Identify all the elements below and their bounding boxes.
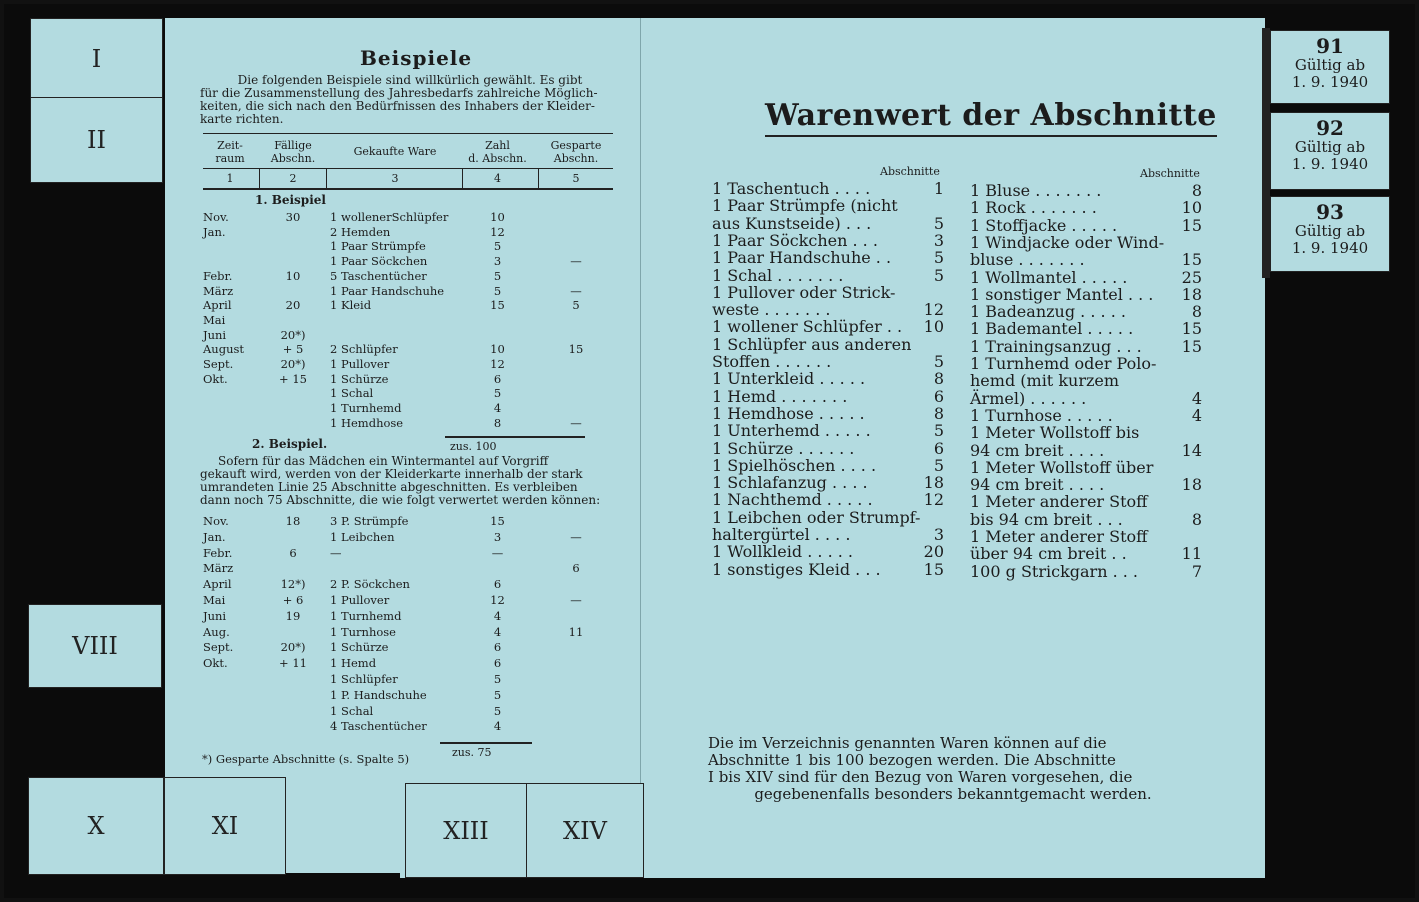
row-ware: 1 Leibchen <box>330 529 395 544</box>
ware-name: 1 Spielhöschen . . . . <box>712 455 877 475</box>
row-month: August <box>203 342 245 357</box>
ware-name: 1 Schal . . . . . . . <box>712 265 844 285</box>
ware-name: Stoffen . . . . . . <box>712 352 832 371</box>
col-head-zahl <box>460 140 535 165</box>
row-count: 5 <box>493 239 502 254</box>
ware-value: 15 <box>1181 336 1202 356</box>
ware-name: 94 cm breit . . . . <box>970 440 1105 460</box>
col-head-zeitraum <box>203 140 257 165</box>
ware-value: 20 <box>923 542 944 562</box>
row-ware: 1 Paar Handschuhe <box>330 283 445 298</box>
row-due: 12*) <box>280 577 306 592</box>
ware-name: 1 Badeanzug . . . . . <box>970 302 1126 322</box>
row-due: 20*) <box>280 640 306 655</box>
row-saved: 6 <box>572 561 580 576</box>
row-saved: — <box>570 254 582 269</box>
ware-name: 1 Schlafanzug . . . . <box>712 473 868 493</box>
note-line: Abschnitte 1 bis 100 bezogen werden. Die Abschnitte <box>708 751 1116 769</box>
coupon-number: 92 <box>1316 116 1344 140</box>
row-due: + 6 <box>282 593 304 607</box>
row-month: Nov. <box>203 210 229 224</box>
row-count: 4 <box>493 608 502 623</box>
ware-name: 1 Schürze . . . . . . <box>712 438 855 458</box>
row-count: 5 <box>493 386 502 401</box>
example2-text <box>200 455 620 507</box>
ware-name: 94 cm breit . . . . <box>970 475 1105 495</box>
row-count: 6 <box>493 577 502 592</box>
col-number: 5 <box>572 172 580 185</box>
example1-total-rule <box>445 436 585 438</box>
note-line: I bis XIV sind für den Bezug von Waren vorgesehen, die <box>708 768 1133 786</box>
intro-line: keiten, die sich nach den Bedürfnissen des Inhabers der Kleider- <box>200 99 595 113</box>
ware-value: 8 <box>1191 509 1202 529</box>
row-ware: 1 Schlüpfer <box>330 672 398 686</box>
row-ware: 1 Schal <box>330 703 374 718</box>
examples-title: Beispiele <box>360 46 473 70</box>
row-ware: 1 Pullover <box>330 593 390 607</box>
warenwert-note <box>708 735 1198 803</box>
ware-name: 1 sonstiger Mantel . . . <box>970 284 1154 304</box>
row-count: 6 <box>493 640 502 655</box>
ware-value: 15 <box>1181 319 1202 339</box>
ware-value: 8 <box>1191 302 1202 322</box>
row-month: Febr. <box>203 268 233 283</box>
ware-name: 1 Meter Wollstoff über <box>970 457 1154 477</box>
col-head-text: d. Abschn. <box>468 151 527 165</box>
ware-value: 3 <box>933 230 944 250</box>
row-count: 6 <box>493 371 502 386</box>
row-count: — <box>491 545 504 560</box>
row-ware: 1 Paar Söckchen <box>330 254 428 269</box>
row-saved: — <box>570 529 582 544</box>
example2-heading: 2. Beispiel. <box>252 437 328 451</box>
example2-line: gekauft wird, werden von der Kleiderkarte innerhalb der stark <box>200 467 583 481</box>
coupon-number: 93 <box>1316 200 1344 224</box>
row-ware: 1 P. Handschuhe <box>330 687 427 702</box>
ware-name: 1 Windjacke oder Wind- <box>970 232 1165 252</box>
row-due: 20*) <box>280 327 306 342</box>
ware-name: 1 Schlüpfer aus anderen <box>712 334 912 354</box>
row-count: 5 <box>493 672 502 686</box>
ware-value: 18 <box>1181 475 1202 495</box>
col-header-right: Abschnitte <box>1140 167 1200 180</box>
ware-name: 1 Trainingsanzug . . . <box>970 336 1142 356</box>
row-count: 8 <box>493 415 502 430</box>
coupon-92 <box>1270 112 1390 190</box>
intro-line: für die Zusammenstellung des Jahresbedarfs zahlreiche Möglich- <box>200 86 598 100</box>
row-saved: 15 <box>568 342 584 357</box>
row-due: 18 <box>285 514 301 528</box>
ware-value: 8 <box>933 403 944 423</box>
ware-name: 1 Meter anderer Stoff <box>970 527 1148 546</box>
ware-name: 1 Pullover oder Strick- <box>712 282 896 302</box>
stub-VIII: VIII <box>28 604 162 688</box>
col-number: 1 <box>226 172 234 185</box>
row-month: März <box>203 561 234 576</box>
ware-value: 15 <box>1181 215 1202 235</box>
stub-XIV: XIV <box>526 783 644 878</box>
row-ware: 1 Schürze <box>330 640 389 655</box>
ware-value: 4 <box>1191 405 1202 425</box>
ware-value: 6 <box>933 386 944 406</box>
ware-name: 1 Stoffjacke . . . . . <box>970 215 1118 235</box>
row-due: + 15 <box>279 371 307 386</box>
ware-value: 3 <box>933 525 944 544</box>
ware-value: 15 <box>923 559 944 579</box>
ware-name: bis 94 cm breit . . . <box>970 509 1123 529</box>
coupon-left-border <box>1262 28 1270 278</box>
row-count: 5 <box>493 268 502 283</box>
example1-heading: 1. Beispiel <box>255 193 326 207</box>
col-number: 3 <box>391 172 399 185</box>
row-count: 10 <box>490 342 505 357</box>
ware-name: 1 Meter Wollstoff bis <box>970 423 1140 443</box>
ware-name: 1 Leibchen oder Strumpf- <box>712 507 921 527</box>
table-head-rule <box>203 168 613 169</box>
col-head-text: raum <box>215 151 245 165</box>
row-count: 3 <box>493 254 502 269</box>
coupon-label: Gültig ab <box>1294 56 1366 74</box>
row-ware: 1 Hemdhose <box>330 415 404 430</box>
ware-name: aus Kunstseide) . . . <box>712 213 872 233</box>
example2-line: Sofern für das Mädchen ein Wintermantel auf Vorgriff <box>218 454 549 468</box>
row-ware: 2 P. Söckchen <box>330 577 410 592</box>
row-count: 4 <box>493 719 502 734</box>
note-line: gegebenenfalls besonders bekanntgemacht werden. <box>754 785 1152 803</box>
coupon-label: Gültig ab <box>1294 138 1366 156</box>
example2-total: zus. 75 <box>452 746 492 759</box>
ware-value: 18 <box>923 473 944 493</box>
row-ware: 1 Schal <box>330 386 374 401</box>
ware-value: 25 <box>1181 267 1202 287</box>
warenwert-title: Warenwert der Abschnitte <box>765 98 1217 137</box>
ware-name: 1 Paar Strümpfe (nicht <box>712 196 898 216</box>
row-due: 20 <box>285 298 301 313</box>
coupon-date: 1. 9. 1940 <box>1291 154 1369 173</box>
col-head-gespart <box>540 140 612 165</box>
ware-value: 14 <box>1181 440 1202 460</box>
row-ware: 1 Turnhemd <box>330 608 402 623</box>
row-due: 20*) <box>280 357 306 371</box>
row-due: + 11 <box>279 656 307 671</box>
stub-XIII: XIII <box>405 783 527 878</box>
row-count: 5 <box>493 283 502 298</box>
row-ware: 1 Paar Strümpfe <box>330 239 426 254</box>
ware-value: 8 <box>1191 181 1202 200</box>
row-ware: 1 Turnhemd <box>330 401 402 416</box>
ware-name: 1 Taschentuch . . . . <box>712 179 871 198</box>
example2-line: dann noch 75 Abschnitte, die wie folgt verwertet werden können: <box>200 493 601 507</box>
row-month: April <box>203 298 232 313</box>
row-due: 30 <box>285 210 301 224</box>
ware-name: weste . . . . . . . <box>712 300 831 320</box>
row-count: 12 <box>490 224 505 239</box>
ware-name: 1 Meter anderer Stoff <box>970 492 1148 512</box>
row-saved: 5 <box>572 298 580 313</box>
ware-name: 1 Paar Söckchen . . . <box>712 230 878 250</box>
row-month: März <box>203 283 234 298</box>
coupon-label: Gültig ab <box>1294 222 1366 240</box>
ware-value: 15 <box>1181 250 1202 270</box>
row-month: Okt. <box>203 656 228 671</box>
col-head-faellige <box>262 140 324 165</box>
row-saved: — <box>570 593 582 607</box>
col-rule <box>538 168 539 190</box>
footnote: *) Gesparte Abschnitte (s. Spalte 5) <box>202 752 410 766</box>
ware-name: 1 Bademantel . . . . . <box>970 319 1134 339</box>
row-ware: 1 Turnhose <box>330 624 396 639</box>
row-month: Okt. <box>203 371 228 386</box>
ware-name: 1 Turnhose . . . . . <box>970 405 1113 425</box>
ware-value: 5 <box>933 248 944 268</box>
note-line: Die im Verzeichnis genannten Waren können auf die <box>708 734 1107 752</box>
row-count: 10 <box>490 210 505 224</box>
row-ware: 1 Pullover <box>330 357 390 371</box>
ware-name: 1 Paar Handschuhe . . <box>712 248 892 268</box>
col-head-text: Fällige <box>274 139 312 152</box>
row-count: 15 <box>490 514 505 528</box>
row-due: 6 <box>289 545 297 560</box>
ware-value: 5 <box>933 421 944 441</box>
row-ware: 5 Taschentücher <box>330 268 427 283</box>
ware-name: 1 Nachthemd . . . . . <box>712 490 873 510</box>
row-month: April <box>203 577 232 592</box>
col-header-left: Abschnitte <box>880 165 940 178</box>
row-month: Febr. <box>203 545 233 560</box>
intro-line: karte richten. <box>200 112 284 126</box>
row-count: 5 <box>493 703 502 718</box>
stub-I: I <box>30 18 163 98</box>
example1-total: zus. 100 <box>450 440 497 453</box>
ware-value: 11 <box>1181 544 1202 564</box>
col-head-text: Gesparte <box>550 139 602 152</box>
row-ware: 3 P. Strümpfe <box>330 514 409 528</box>
row-ware: 1 wollenerSchlüpfer <box>330 210 449 224</box>
ware-name: 1 Hemdhose . . . . . <box>712 403 865 423</box>
col-head-text: Abschn. <box>553 151 599 165</box>
ware-value: 10 <box>1181 198 1202 218</box>
ware-name: 1 Unterkleid . . . . . <box>712 369 866 389</box>
ware-value: 4 <box>1191 388 1202 408</box>
row-month: Mai <box>203 593 226 607</box>
example2-total-rule <box>440 742 532 744</box>
row-month: Jan. <box>203 224 226 239</box>
ware-name: 1 Turnhemd oder Polo- <box>970 354 1157 373</box>
row-month: Juni <box>203 327 227 342</box>
row-ware: 2 Schlüpfer <box>330 342 398 357</box>
ware-value: 8 <box>933 369 944 389</box>
row-ware: 1 Schürze <box>330 371 389 386</box>
row-ware: 2 Hemden <box>330 224 391 239</box>
row-saved: 11 <box>568 624 584 639</box>
col-rule <box>326 168 327 190</box>
row-count: 6 <box>493 656 502 671</box>
ware-value: 1 <box>933 179 944 198</box>
col-number: 4 <box>494 172 501 185</box>
ware-name: hemd (mit kurzem <box>970 371 1120 391</box>
stub-X: X <box>28 777 164 875</box>
row-count: 4 <box>493 624 502 639</box>
row-month: Jan. <box>203 529 226 544</box>
coupon-91 <box>1270 30 1390 104</box>
row-saved: — <box>570 415 582 430</box>
row-ware: — <box>330 545 342 560</box>
ware-name: 1 Hemd . . . . . . . <box>712 386 848 406</box>
ware-name: 100 g Strickgarn . . . <box>970 561 1139 581</box>
col-rule <box>259 168 260 190</box>
row-month: Aug. <box>203 624 230 639</box>
row-ware: 1 Kleid <box>330 298 372 313</box>
ware-value: 5 <box>933 352 944 371</box>
col-head-text: Zahl <box>485 139 510 152</box>
intro-line: Die folgenden Beispiele sind willkürlich gewählt. Es gibt <box>237 73 583 87</box>
ware-name: haltergürtel . . . . <box>712 525 851 544</box>
center-fold <box>640 18 641 878</box>
ware-value: 6 <box>933 438 944 458</box>
row-month: Nov. <box>203 514 229 528</box>
ware-name: 1 Wollkleid . . . . . <box>712 542 853 562</box>
examples-intro <box>200 74 620 126</box>
ware-value: 5 <box>933 265 944 285</box>
row-due: 10 <box>285 268 301 283</box>
row-count: 3 <box>493 529 502 544</box>
coupon-date: 1. 9. 1940 <box>1291 72 1369 91</box>
ware-name: 1 sonstiges Kleid . . . <box>712 559 881 579</box>
row-month: Sept. <box>203 640 234 655</box>
col-head-text: Zeit- <box>217 139 243 152</box>
row-due: 19 <box>285 608 301 623</box>
coupon-number: 91 <box>1316 34 1344 58</box>
col-head-text: Abschn. <box>270 151 316 165</box>
example2-line: umrandeten Linie 25 Abschnitte abgeschnitten. Es verbleiben <box>200 480 578 494</box>
col-head-ware: Gekaufte Ware <box>353 145 437 158</box>
ware-name: 1 Wollmantel . . . . . <box>970 267 1128 287</box>
row-month: Juni <box>203 608 227 623</box>
col-number: 2 <box>289 172 297 185</box>
row-due: + 5 <box>282 342 304 357</box>
ware-name: 1 Unterhemd . . . . . <box>712 421 871 441</box>
coupon-93 <box>1270 196 1390 272</box>
ware-value: 5 <box>933 213 944 233</box>
row-saved: — <box>570 283 582 298</box>
row-ware: 4 Taschentücher <box>330 719 427 734</box>
row-count: 5 <box>493 687 502 702</box>
stub-II: II <box>30 97 163 183</box>
ware-name: Ärmel) . . . . . . <box>970 388 1087 408</box>
row-ware: 1 Hemd <box>330 656 377 671</box>
coupon-date: 1. 9. 1940 <box>1291 238 1369 257</box>
ware-value: 7 <box>1191 561 1202 581</box>
row-count: 4 <box>493 401 502 416</box>
ware-value: 5 <box>933 455 944 475</box>
ware-name: bluse . . . . . . . <box>970 250 1085 270</box>
ware-name: 1 Bluse . . . . . . . <box>970 181 1102 200</box>
ware-value: 18 <box>1181 284 1202 304</box>
stub-XI: XI <box>164 777 286 875</box>
ware-name: 1 wollener Schlüpfer . . <box>712 317 903 337</box>
col-rule <box>462 168 463 190</box>
row-month: Mai <box>203 312 226 327</box>
ware-value: 12 <box>923 300 944 320</box>
row-count: 12 <box>490 357 505 371</box>
row-count: 12 <box>490 593 505 607</box>
row-month: Sept. <box>203 357 234 371</box>
table-num-rule <box>203 188 613 190</box>
table-top-rule <box>203 133 613 134</box>
row-count: 15 <box>490 298 505 313</box>
ware-name: über 94 cm breit . . <box>970 544 1127 564</box>
ware-value: 10 <box>923 317 944 337</box>
ware-name: 1 Rock . . . . . . . <box>970 198 1097 218</box>
ware-value: 12 <box>923 490 944 510</box>
